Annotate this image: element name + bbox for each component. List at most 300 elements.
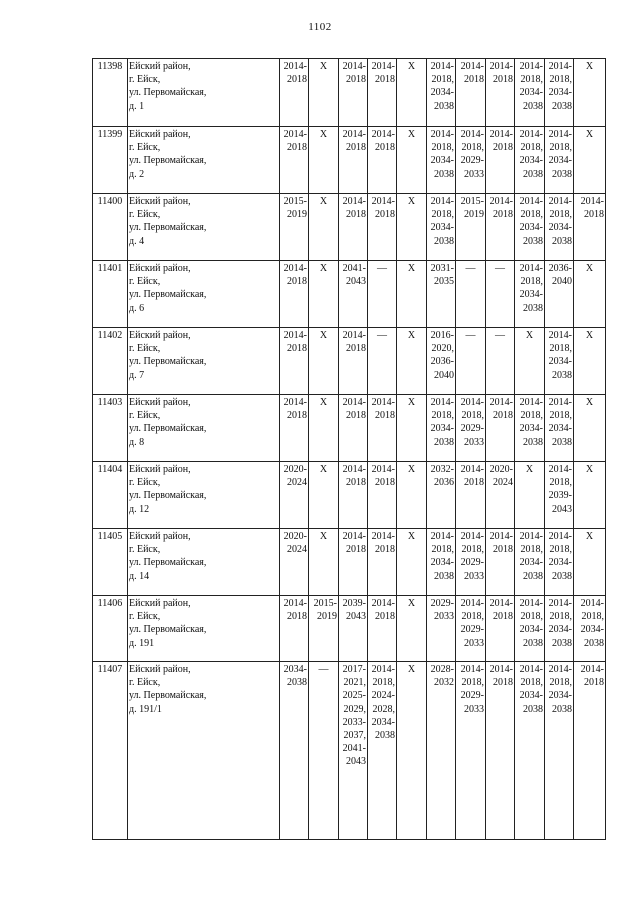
period-cell: [456, 596, 486, 662]
period-line: 2018: [287, 410, 307, 422]
period-cell: [456, 462, 486, 529]
period-line: 2014-: [580, 196, 604, 207]
period-line: Х: [407, 263, 416, 274]
period-line: 2018,: [431, 209, 454, 221]
period-line: 2014-: [430, 531, 454, 542]
period-cell: [545, 261, 574, 328]
period-line: 2014-: [430, 129, 454, 140]
period-cell: [397, 59, 427, 127]
period-line: 2038: [434, 235, 454, 247]
period-cell: [515, 261, 545, 328]
period-cell: [309, 395, 339, 462]
period-line: 2034-: [519, 289, 543, 301]
period-line: 2039-: [342, 598, 366, 609]
period-line: 2018,: [431, 410, 454, 422]
period-line: 2014-: [430, 397, 454, 408]
period-line: 2014-: [342, 397, 366, 408]
period-cell: [339, 662, 368, 840]
period-line: 2038: [552, 100, 572, 112]
period-line: 2038: [552, 570, 572, 582]
period-line: 2014-: [460, 531, 484, 542]
period-cell: [574, 127, 606, 194]
row-number: 11407: [93, 662, 128, 840]
address-line: Ейский район,: [129, 531, 191, 542]
period-cell: [427, 261, 456, 328]
period-line: Х: [585, 263, 594, 274]
period-line: 2018: [346, 142, 366, 154]
period-line: 2038: [552, 369, 572, 381]
period-cell: [309, 529, 339, 596]
period-cell: [427, 395, 456, 462]
period-line: 2018,: [372, 677, 395, 689]
period-line: 2038: [552, 168, 572, 180]
period-line: 2034-: [548, 356, 572, 368]
period-line: Х: [407, 664, 416, 675]
period-cell: [368, 59, 397, 127]
period-line: 2028-: [430, 664, 454, 675]
address-line: Ейский район,: [129, 263, 191, 274]
address-line: ул. Первомайская,: [129, 222, 207, 234]
period-cell: [368, 261, 397, 328]
address-line: д. 1: [129, 100, 145, 112]
period-line: Х: [585, 61, 594, 72]
period-line: 2038: [552, 637, 572, 649]
address-line: ул. Первомайская,: [129, 356, 207, 368]
period-line: 2018,: [549, 142, 572, 154]
period-cell: [309, 59, 339, 127]
period-line: 2014-: [519, 531, 543, 542]
period-line: Х: [407, 196, 416, 207]
period-line: 2018: [346, 410, 366, 422]
period-line: 2038: [434, 570, 454, 582]
period-cell: [515, 59, 545, 127]
period-line: 2029-: [460, 557, 484, 569]
period-line: 2034-: [548, 423, 572, 435]
period-line: 2024: [493, 477, 513, 489]
period-line: 2029-: [430, 598, 454, 609]
address-line: г. Ейск,: [129, 74, 161, 86]
period-cell: [545, 59, 574, 127]
period-line: 2029-: [460, 624, 484, 636]
address-cell: [128, 194, 280, 261]
address-line: ул. Первомайская,: [129, 490, 207, 502]
period-line: 2038: [434, 168, 454, 180]
period-line: 2018,: [549, 343, 572, 355]
address-line: ул. Первомайская,: [129, 289, 207, 301]
address-cell: [128, 662, 280, 840]
period-line: 2018,: [431, 142, 454, 154]
period-line: 2018: [346, 74, 366, 86]
period-cell: [486, 261, 515, 328]
address-line: ул. Первомайская,: [129, 557, 207, 569]
period-cell: [486, 328, 515, 395]
period-line: 2018: [493, 209, 513, 221]
period-line: 2018,: [431, 544, 454, 556]
period-line: 2018,: [461, 142, 484, 154]
period-line: 2018,: [461, 544, 484, 556]
period-line: 2015-: [313, 598, 337, 609]
period-cell: [309, 194, 339, 261]
row-number: 11401: [93, 261, 128, 328]
period-cell: [339, 529, 368, 596]
period-line: 2018: [584, 209, 604, 221]
row-number: 11404: [93, 462, 128, 529]
period-line: Х: [319, 263, 328, 274]
address-line: г. Ейск,: [129, 209, 161, 221]
period-cell: [545, 127, 574, 194]
period-line: 2018,: [549, 477, 572, 489]
table-row: [93, 596, 606, 662]
period-cell: [427, 194, 456, 261]
period-line: 2018,: [549, 611, 572, 623]
period-line: 2034-: [371, 716, 395, 728]
period-line: 2034-: [548, 87, 572, 99]
period-line: —: [495, 263, 505, 274]
period-line: 2018: [375, 410, 395, 422]
period-line: 2034-: [548, 690, 572, 702]
period-cell: [515, 395, 545, 462]
period-line: 2034-: [430, 423, 454, 435]
period-cell: [486, 662, 515, 840]
period-cell: [574, 529, 606, 596]
period-cell: [427, 662, 456, 840]
row-number: 11403: [93, 395, 128, 462]
address-line: г. Ейск,: [129, 276, 161, 288]
period-line: 2029-: [460, 423, 484, 435]
period-line: 2018: [287, 611, 307, 623]
period-line: 2018: [375, 544, 395, 556]
period-line: 2018,: [581, 611, 604, 623]
period-line: 2040: [552, 276, 572, 288]
period-line: 2038: [523, 100, 543, 112]
period-cell: [280, 395, 309, 462]
period-line: 2014-: [371, 61, 395, 72]
period-line: 2014-: [371, 397, 395, 408]
address-cell: [128, 261, 280, 328]
period-cell: [339, 328, 368, 395]
period-cell: [427, 462, 456, 529]
address-cell: [128, 328, 280, 395]
period-line: 2018,: [549, 677, 572, 689]
period-line: 2014-: [489, 196, 513, 207]
period-line: 2014-: [460, 664, 484, 675]
period-cell: [486, 462, 515, 529]
period-cell: [456, 662, 486, 840]
period-line: Х: [407, 464, 416, 475]
row-number: 11402: [93, 328, 128, 395]
period-line: 2034-: [430, 155, 454, 167]
period-line: 2036: [434, 477, 454, 489]
period-line: 2038: [523, 637, 543, 649]
period-cell: [309, 261, 339, 328]
period-line: 2014-: [342, 129, 366, 140]
period-line: 2035: [434, 276, 454, 288]
period-line: 2034-: [430, 222, 454, 234]
period-cell: [368, 127, 397, 194]
period-line: 2038: [375, 730, 395, 742]
address-line: Ейский район,: [129, 129, 191, 140]
period-cell: [339, 596, 368, 662]
address-line: д. 8: [129, 436, 145, 448]
period-line: Х: [319, 196, 328, 207]
table-row: [93, 127, 606, 194]
address-line: Ейский район,: [129, 464, 191, 475]
period-line: 2029-: [460, 155, 484, 167]
period-cell: [427, 127, 456, 194]
row-number: 11406: [93, 596, 128, 662]
period-cell: [515, 596, 545, 662]
period-cell: [280, 59, 309, 127]
period-cell: [456, 395, 486, 462]
period-line: 2041-: [342, 743, 366, 755]
period-cell: [397, 328, 427, 395]
period-cell: [545, 529, 574, 596]
period-line: 2020,: [431, 343, 454, 355]
period-line: 2018: [346, 544, 366, 556]
period-line: 2034-: [519, 155, 543, 167]
address-line: Ейский район,: [129, 598, 191, 609]
period-line: 2038: [552, 235, 572, 247]
period-line: 2017-: [342, 664, 366, 675]
period-line: 2018,: [549, 544, 572, 556]
period-cell: [486, 596, 515, 662]
period-line: Х: [525, 464, 534, 475]
register-table: [92, 58, 606, 840]
period-cell: [309, 328, 339, 395]
period-line: 2018,: [549, 74, 572, 86]
period-cell: [309, 127, 339, 194]
period-cell: [368, 462, 397, 529]
period-line: 2014-: [489, 129, 513, 140]
period-cell: [515, 529, 545, 596]
period-line: 2018: [493, 677, 513, 689]
period-line: 2036-: [430, 356, 454, 368]
period-line: 2014-: [283, 330, 307, 341]
address-line: Ейский район,: [129, 664, 191, 675]
address-line: г. Ейск,: [129, 677, 161, 689]
period-line: 2018,: [431, 74, 454, 86]
period-line: —: [377, 263, 387, 274]
period-line: 2043: [552, 503, 572, 515]
period-cell: [515, 662, 545, 840]
period-line: 2014-: [371, 464, 395, 475]
period-line: 2014-: [489, 397, 513, 408]
period-line: 2034-: [519, 557, 543, 569]
period-line: 2014-: [548, 598, 572, 609]
period-line: Х: [319, 129, 328, 140]
address-line: ул. Первомайская,: [129, 155, 207, 167]
period-cell: [280, 261, 309, 328]
row-number: 11400: [93, 194, 128, 261]
period-cell: [456, 194, 486, 261]
period-line: 2034-: [283, 664, 307, 675]
period-cell: [309, 662, 339, 840]
period-line: 2018,: [520, 142, 543, 154]
address-line: д. 14: [129, 570, 150, 582]
period-cell: [339, 462, 368, 529]
period-line: 2033: [464, 570, 484, 582]
period-cell: [545, 395, 574, 462]
address-line: д. 12: [129, 503, 150, 515]
period-cell: [280, 194, 309, 261]
period-cell: [397, 462, 427, 529]
period-line: 2019: [317, 611, 337, 623]
period-cell: [368, 596, 397, 662]
period-line: 2018: [287, 343, 307, 355]
address-line: д. 2: [129, 168, 145, 180]
period-line: 2014-: [548, 531, 572, 542]
period-line: 2038: [434, 436, 454, 448]
period-cell: [368, 662, 397, 840]
period-cell: [486, 395, 515, 462]
address-cell: [128, 529, 280, 596]
period-line: 2038: [523, 302, 543, 314]
period-line: —: [465, 263, 476, 274]
period-cell: [368, 529, 397, 596]
period-line: Х: [585, 531, 594, 542]
period-line: 2014-: [342, 531, 366, 542]
period-line: 2018: [346, 477, 366, 489]
period-line: 2014-: [519, 664, 543, 675]
period-line: 2014-: [460, 464, 484, 475]
period-line: Х: [585, 129, 594, 140]
period-cell: [515, 328, 545, 395]
period-line: 2014-: [548, 397, 572, 408]
period-line: 2014-: [430, 196, 454, 207]
period-line: 2014-: [489, 664, 513, 675]
period-line: 2038: [584, 637, 604, 649]
period-line: 2018,: [520, 276, 543, 288]
period-line: 2018: [493, 142, 513, 154]
period-cell: [456, 127, 486, 194]
period-line: 2033: [464, 436, 484, 448]
period-cell: [427, 59, 456, 127]
row-number: 11398: [93, 59, 128, 127]
address-line: д. 191/1: [129, 703, 162, 715]
period-line: 2029-: [460, 690, 484, 702]
table-row: [93, 462, 606, 529]
period-line: 2014-: [519, 598, 543, 609]
period-cell: [339, 127, 368, 194]
period-line: 2018,: [520, 410, 543, 422]
period-line: 2034-: [519, 423, 543, 435]
period-cell: [574, 462, 606, 529]
period-line: —: [465, 330, 476, 341]
period-line: 2014-: [371, 129, 395, 140]
period-line: 2018: [584, 677, 604, 689]
address-line: ул. Первомайская,: [129, 423, 207, 435]
period-line: —: [318, 664, 329, 675]
period-line: 2014-: [283, 397, 307, 408]
period-line: 2018: [375, 209, 395, 221]
period-line: 2034-: [519, 624, 543, 636]
period-line: 2014-: [371, 598, 395, 609]
period-line: 2018,: [549, 410, 572, 422]
period-cell: [368, 395, 397, 462]
period-line: 2014-: [342, 464, 366, 475]
period-line: 2037,: [343, 730, 366, 742]
period-line: 2040: [434, 369, 454, 381]
period-line: 2038: [552, 436, 572, 448]
period-line: 2038: [552, 703, 572, 715]
period-line: 2018: [287, 142, 307, 154]
period-cell: [574, 662, 606, 840]
period-cell: [280, 127, 309, 194]
period-cell: [339, 59, 368, 127]
period-line: 2024: [287, 544, 307, 556]
period-line: 2014-: [519, 129, 543, 140]
period-line: 2039-: [548, 490, 572, 502]
period-line: 2018: [493, 74, 513, 86]
period-line: 2043: [346, 756, 366, 768]
row-number: 11399: [93, 127, 128, 194]
period-line: 2018: [346, 343, 366, 355]
period-line: 2020-: [489, 464, 513, 475]
period-line: 2028,: [372, 703, 395, 715]
period-cell: [397, 662, 427, 840]
period-line: 2041-: [342, 263, 366, 274]
period-line: 2034-: [519, 222, 543, 234]
period-cell: [427, 529, 456, 596]
period-line: Х: [585, 464, 594, 475]
period-line: 2014-: [519, 196, 543, 207]
period-cell: [397, 596, 427, 662]
period-line: 2034-: [519, 690, 543, 702]
period-line: 2014-: [430, 61, 454, 72]
period-line: 2014-: [371, 531, 395, 542]
period-line: 2018: [464, 74, 484, 86]
period-line: Х: [407, 61, 416, 72]
period-cell: [280, 462, 309, 529]
period-line: Х: [407, 531, 416, 542]
period-line: 2034-: [548, 155, 572, 167]
address-cell: [128, 462, 280, 529]
period-line: 2014-: [548, 664, 572, 675]
period-line: 2038: [434, 100, 454, 112]
period-line: Х: [407, 129, 416, 140]
period-cell: [545, 596, 574, 662]
period-line: 2014-: [283, 598, 307, 609]
address-line: г. Ейск,: [129, 410, 161, 422]
period-line: Х: [585, 397, 594, 408]
period-line: 2014-: [519, 397, 543, 408]
page-number: 1102: [308, 21, 332, 33]
period-line: 2019: [464, 209, 484, 221]
period-line: 2018: [493, 611, 513, 623]
period-cell: [280, 662, 309, 840]
address-cell: [128, 127, 280, 194]
period-cell: [515, 194, 545, 261]
period-line: 2024: [287, 477, 307, 489]
period-cell: [427, 596, 456, 662]
address-cell: [128, 395, 280, 462]
period-line: 2018: [287, 276, 307, 288]
period-cell: [427, 328, 456, 395]
period-line: 2032: [434, 677, 454, 689]
period-line: 2014-: [548, 464, 572, 475]
period-cell: [397, 529, 427, 596]
period-line: 2024-: [371, 690, 395, 702]
period-line: 2018,: [520, 677, 543, 689]
period-line: 2033: [464, 703, 484, 715]
period-cell: [339, 261, 368, 328]
period-line: 2015-: [283, 196, 307, 207]
address-line: ул. Первомайская,: [129, 690, 207, 702]
period-cell: [486, 529, 515, 596]
period-cell: [280, 529, 309, 596]
period-line: 2014-: [580, 598, 604, 609]
period-cell: [397, 194, 427, 261]
